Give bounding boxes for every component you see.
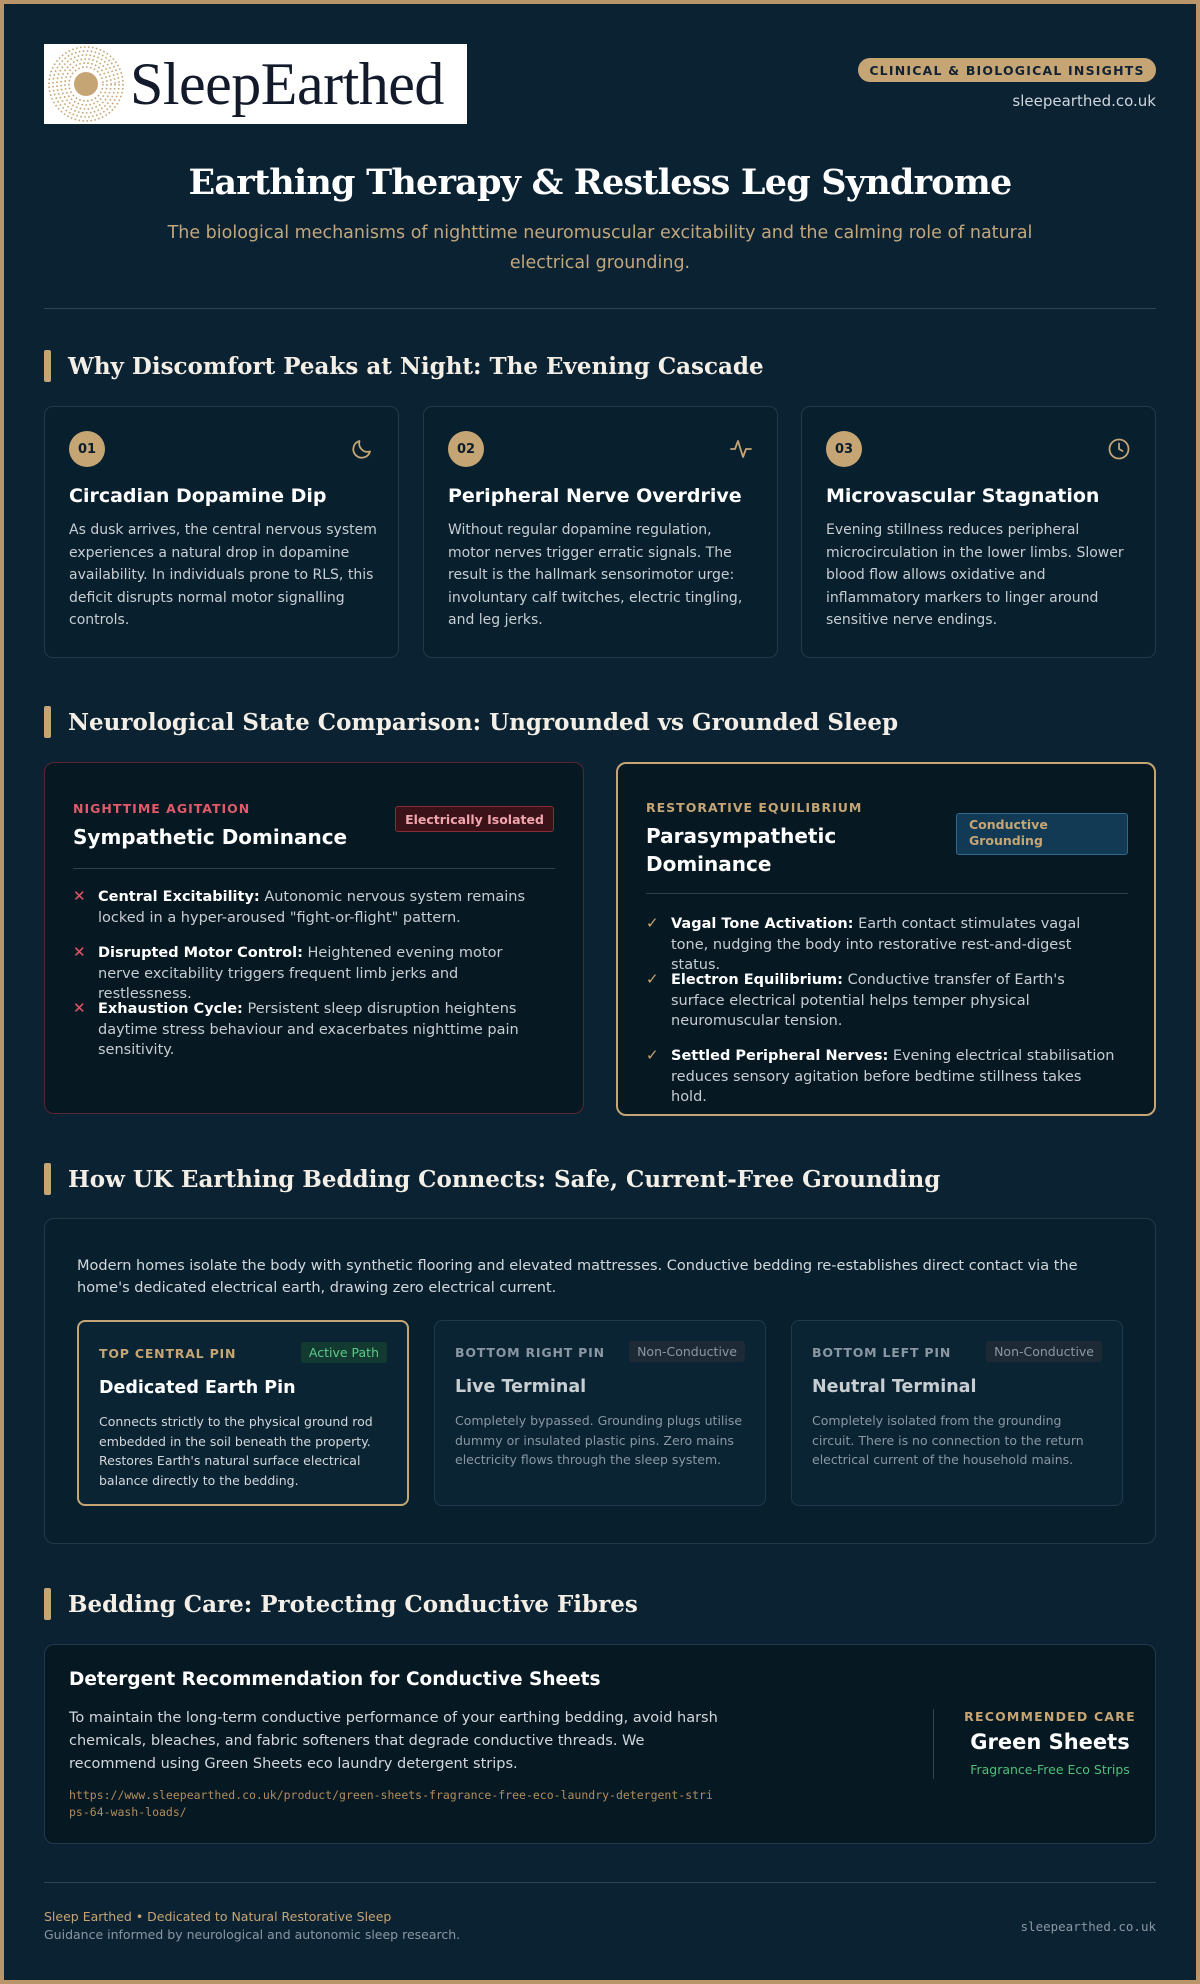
list-item [671,1046,1121,1108]
section-heading: Bedding Care: Protecting Conductive Fibres [68,1590,638,1618]
connects-intro: Modern homes isolate the body with synthetic flooring and elevated mattresses. Conductive bedding re-establishes direct contact via the home's dedicated electrical earth, drawing zero electrical current. [77,1258,1078,1296]
clock-icon [1107,437,1131,461]
list-item [98,887,548,928]
product-link-line: https://www.sleepearthed.co.uk/product/green-sheets-fragrance-free-eco-laundry-detergent-stri [69,1788,713,1802]
item-text: Conductive transfer of Earth's surface electrical potential helps temper physical neuromuscular tension. [671,972,1065,1029]
page-frame [4,4,1196,1980]
footer-site[interactable]: sleepearthed.co.uk [1020,1919,1156,1934]
insights-badge: CLINICAL & BIOLOGICAL INSIGHTS [858,58,1156,82]
item-term: Exhaustion Cycle: [98,1001,243,1017]
care-heading: Detergent Recommendation for Conductive Sheets [69,1669,601,1690]
step-number: 02 [448,431,484,467]
panel-heading: Parasympathetic Dominance [646,824,837,876]
item-term: Central Excitability: [98,889,260,905]
item-text: Heightened evening motor nerve excitability triggers frequent limb jerks and restlessness. [98,945,503,1002]
panel-divider [646,893,1128,894]
step-number: 03 [826,431,862,467]
conductive-tag: Conductive Grounding [956,813,1128,855]
cascade-card [801,406,1156,658]
pin-title: Dedicated Earth Pin [99,1378,296,1398]
section-heading: Why Discomfort Peaks at Night: The Evening Cascade [68,352,764,380]
list-item [98,943,548,1005]
cross-icon: ✕ [73,887,86,905]
divider [44,1882,1156,1883]
section-accent-bar [44,1588,51,1620]
pin-label: BOTTOM RIGHT PIN [455,1345,605,1360]
card-title: Microvascular Stagnation [826,485,1100,507]
care-body: To maintain the long-term conductive performance of your earthing bedding, avoid harsh chemicals, bleaches, and fabric softeners that degrade conductive threads. We recommend using Green Sheets eco laundry detergent strips. [69,1710,718,1772]
active-path-tag: Active Path [301,1342,387,1363]
panel-eyebrow: NIGHTTIME AGITATION [73,801,251,816]
brand-name: SleepEarthed [130,51,444,117]
divider [44,308,1156,309]
check-icon: ✓ [646,1046,659,1064]
rec-label: RECOMMENDED CARE [964,1709,1136,1724]
recommended-care-box [945,1709,1155,1777]
ungrounded-panel [44,762,584,1114]
item-text: Autonomic nervous system remains locked in a hyper-aroused "fight-or-flight" pattern. [98,889,526,926]
section-title-cascade [44,349,764,383]
pin-label: TOP CENTRAL PIN [99,1346,237,1361]
section-accent-bar [44,1163,51,1195]
pin-body: Completely isolated from the grounding circuit. There is no connection to the return electrical current of the household mains. [812,1413,1084,1467]
non-conductive-tag: Non-Conductive [629,1341,745,1362]
pin-title: Neutral Terminal [812,1377,977,1397]
section-title-care [44,1587,638,1621]
item-text: Evening electrical stabilisation reduces sensory agitation before bedtime stillness takes hold. [671,1048,1115,1105]
pin-body: Completely bypassed. Grounding plugs utilise dummy or insulated plastic pins. Zero mains electricity flows through the sleep system. [455,1413,743,1467]
card-body: As dusk arrives, the central nervous system experiences a natural drop in dopamine availability. In individuals prone to RLS, this deficit disrupts normal motor signalling controls. [69,522,377,628]
section-title-comparison [44,705,898,739]
cross-icon: ✕ [73,999,86,1017]
check-icon: ✓ [646,914,659,932]
item-term: Electron Equilibrium: [671,972,843,988]
page-title: Earthing Therapy & Restless Leg Syndrome [188,162,1012,203]
sun-logo-icon [46,44,126,124]
pin-label: BOTTOM LEFT PIN [812,1345,952,1360]
pin-body: Connects strictly to the physical ground rod embedded in the soil beneath the property. Restores Earth's natural surface electrical balance directly to the bedding. [99,1414,373,1488]
item-term: Vagal Tone Activation: [671,916,854,932]
item-text: Persistent sleep disruption heightens daytime stress behaviour and exacerbates nighttime pain sensitivity. [98,1001,519,1058]
product-link-line: ps-64-wash-loads/ [69,1805,187,1819]
grounded-panel [616,762,1156,1116]
rec-sub: Fragrance-Free Eco Strips [970,1762,1130,1777]
list-item [671,914,1121,976]
brand-logo[interactable] [44,44,467,124]
pin-card-live [434,1320,766,1506]
cascade-card [44,406,399,658]
section-heading: How UK Earthing Bedding Connects: Safe, Current-Free Grounding [68,1165,941,1193]
section-heading: Neurological State Comparison: Ungrounded vs Grounded Sleep [68,708,899,736]
item-text: Earth contact stimulates vagal tone, nudging the body into restorative rest-and-digest status. [671,916,1081,973]
page-subtitle: The biological mechanisms of nighttime neuromuscular excitability and the calming role of natural electrical grounding. [167,223,1033,273]
moon-icon [350,437,374,461]
item-term: Settled Peripheral Nerves: [671,1048,889,1064]
footer-tagline: Sleep Earthed • Dedicated to Natural Restorative Sleep [44,1909,392,1924]
list-item [671,970,1121,1032]
product-link[interactable] [69,1787,713,1821]
rec-brand: Green Sheets [970,1730,1130,1754]
step-number: 01 [69,431,105,467]
non-conductive-tag: Non-Conductive [986,1341,1102,1362]
check-icon: ✓ [646,970,659,988]
panel-heading: Sympathetic Dominance [73,825,348,849]
card-title: Peripheral Nerve Overdrive [448,485,742,507]
isolated-tag: Electrically Isolated [395,806,554,832]
site-url[interactable]: sleepearthed.co.uk [1012,92,1156,110]
section-title-connects [44,1162,940,1196]
footer-note: Guidance informed by neurological and autonomic sleep research. [44,1927,461,1942]
pulse-icon [729,437,753,461]
item-term: Disrupted Motor Control: [98,945,303,961]
list-item [98,999,548,1061]
cascade-card [423,406,778,658]
section-accent-bar [44,706,51,738]
card-body: Evening stillness reduces peripheral microcirculation in the lower limbs. Slower blood flow allows oxidative and inflammatory markers to linger around sensitive nerve endings. [826,522,1124,628]
care-divider [933,1709,934,1779]
pin-card-neutral [791,1320,1123,1506]
pin-title: Live Terminal [455,1377,587,1397]
pin-card-earth [77,1320,409,1506]
card-body: Without regular dopamine regulation, motor nerves trigger erratic signals. The result is the hallmark sensorimotor urge: involuntary calf twitches, electric tingling, and leg jerks. [448,522,743,628]
care-panel [44,1644,1156,1844]
panel-divider [73,868,555,869]
cross-icon: ✕ [73,943,86,961]
card-title: Circadian Dopamine Dip [69,485,327,507]
panel-eyebrow: RESTORATIVE EQUILIBRIUM [646,800,863,815]
section-accent-bar [44,350,51,382]
